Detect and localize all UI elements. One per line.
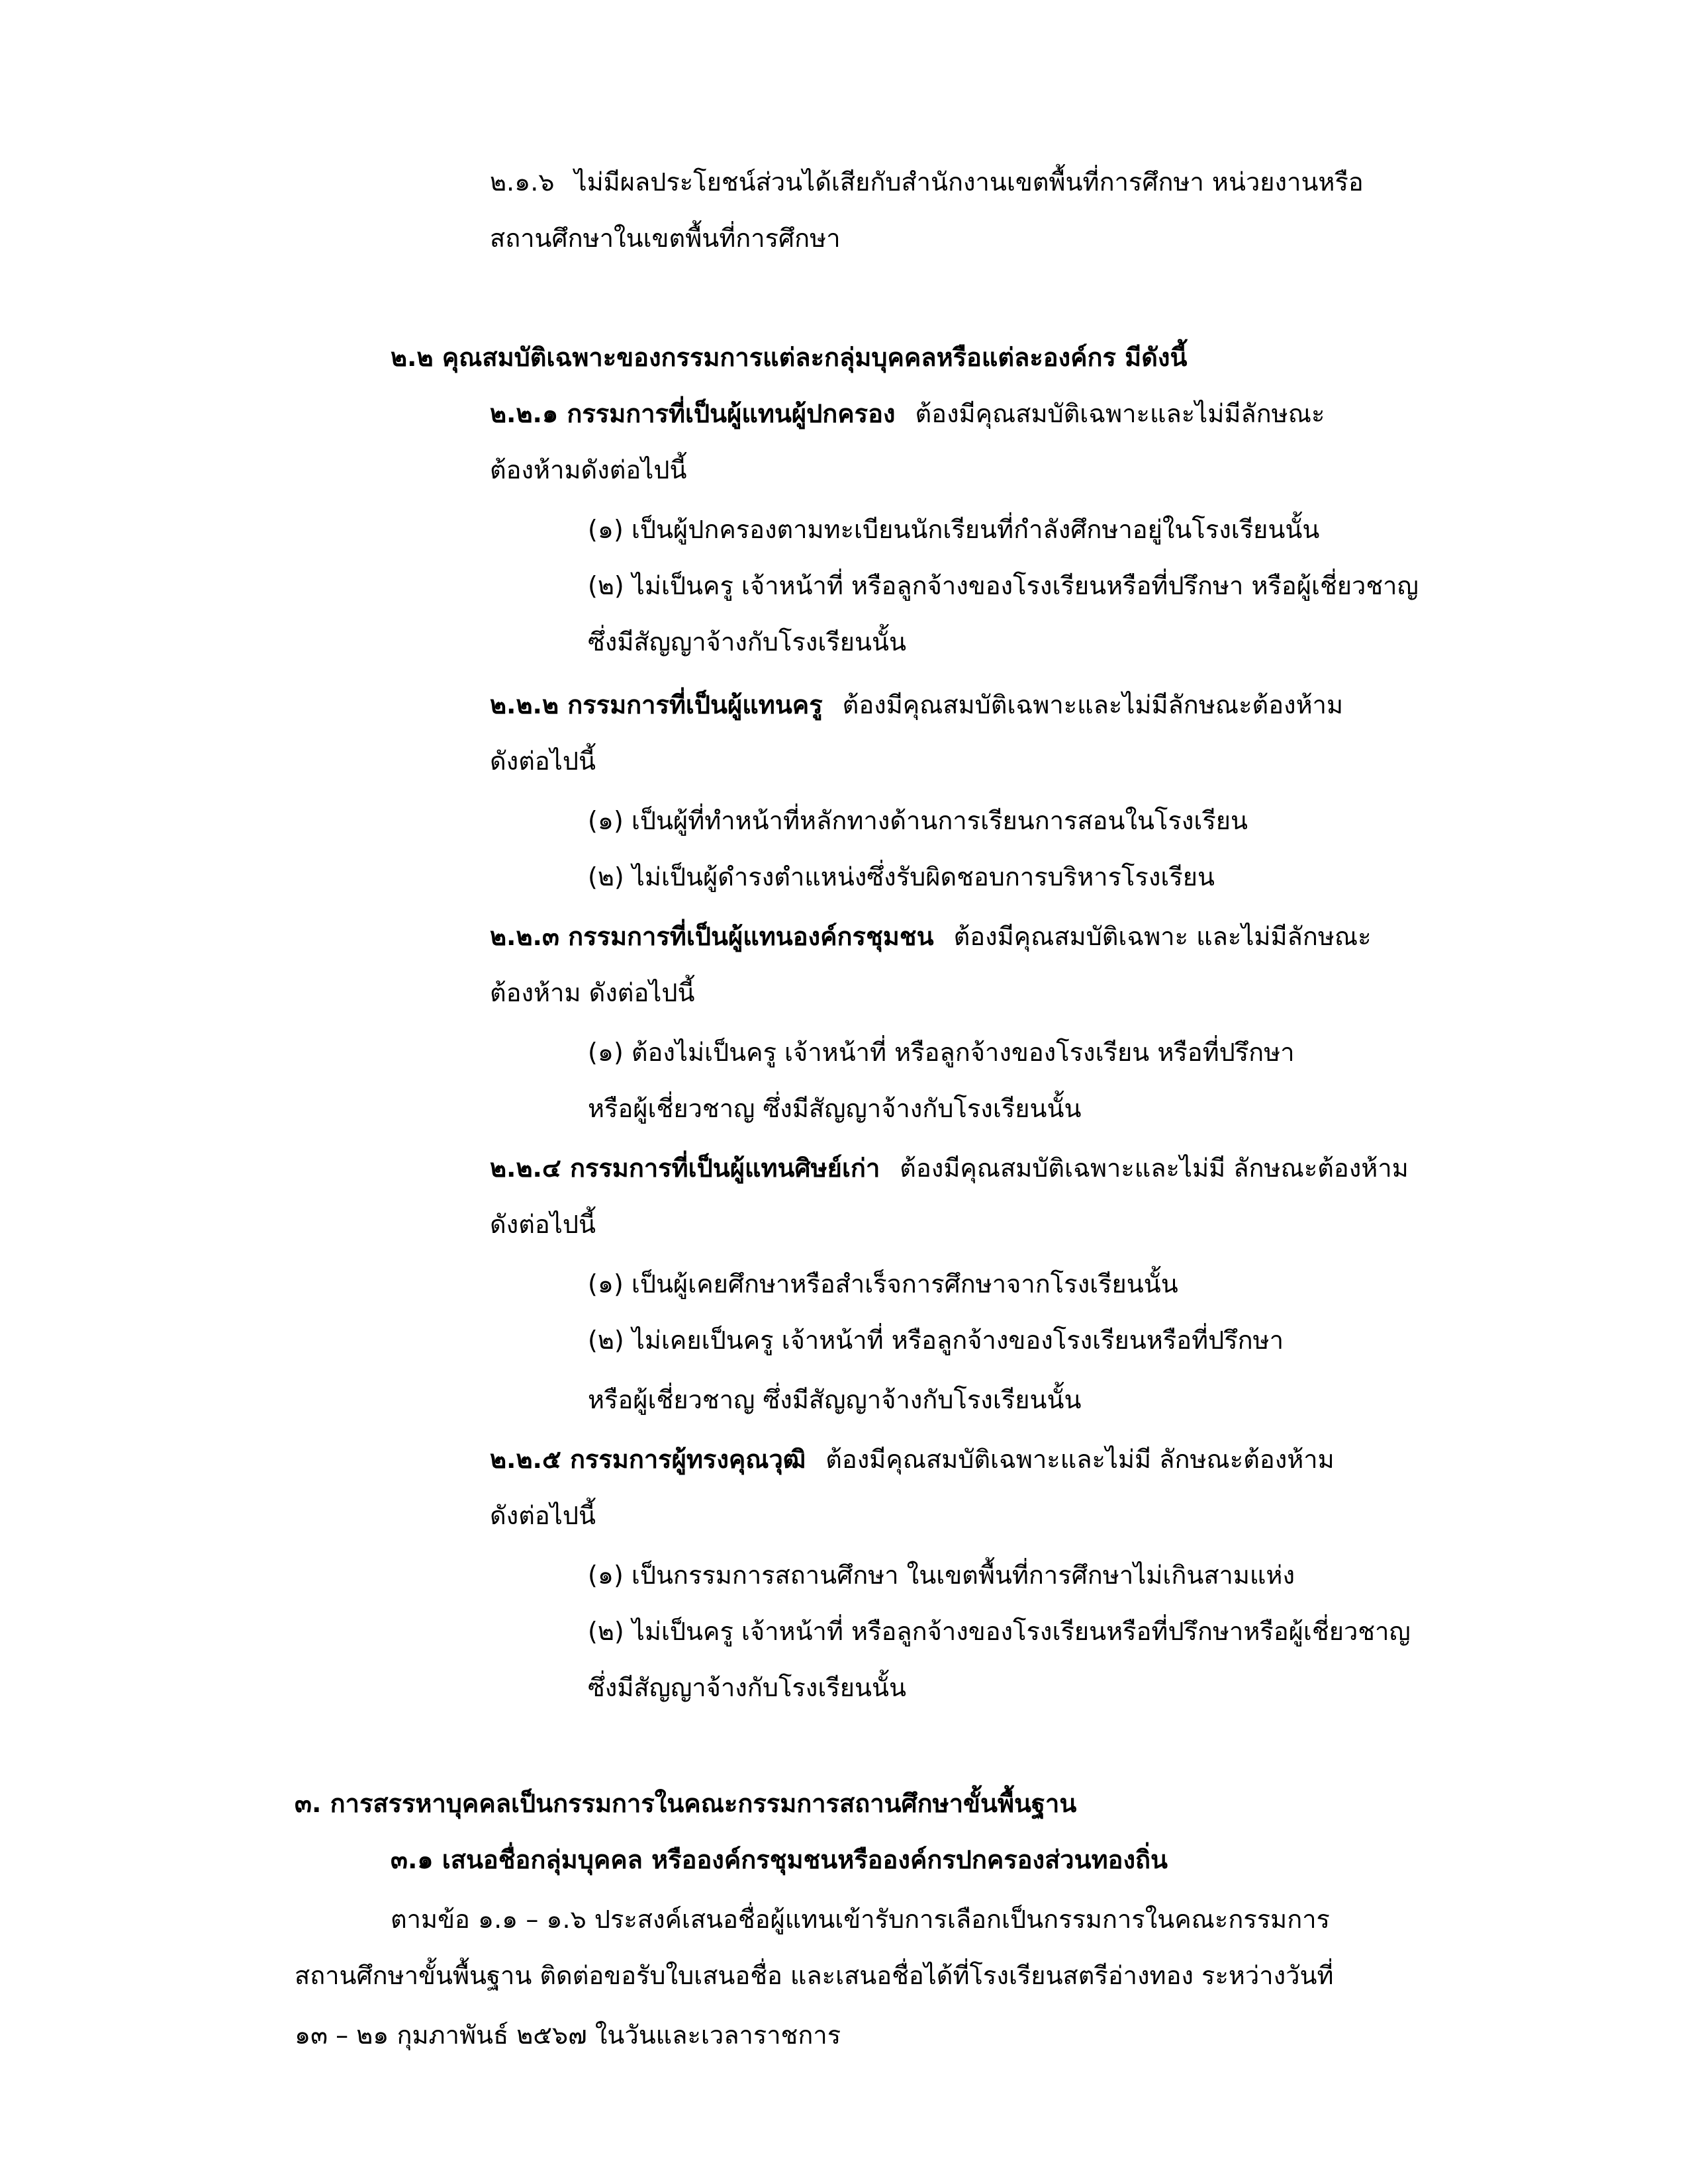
clause-text: ต้องมีคุณสมบัติเฉพาะและไม่มีลักษณะ <box>915 399 1325 428</box>
clause-2-2-3-item-1-cont: หรือผู้เชี่ยวชาญ ซึ่งมีสัญญาจ้างกับโรงเรียนนั้น <box>588 1094 1082 1123</box>
section-3-1-paragraph-line-2: สถานศึกษาขั้นพื้นฐาน ติดต่อขอรับใบเสนอชื่อ และเสนอชื่อได้ที่โรงเรียนสตรีอ่างทอง ระหว่างวันที่ <box>295 1961 1334 1990</box>
clause-2-2-1-item-2-cont: ซึ่งมีสัญญาจ้างกับโรงเรียนนั้น <box>588 627 906 657</box>
clause-title: ๒.๒.๑ กรรมการที่เป็นผู้แทนผู้ปกครอง <box>490 399 896 428</box>
clause-2-2-4-item-1: (๑) เป็นผู้เคยศึกษาหรือสำเร็จการศึกษาจากโรงเรียนนั้น <box>588 1269 1178 1298</box>
clause-2-2-1-line-1 <box>490 394 1325 433</box>
clause-2-2-5-item-2: (๒) ไม่เป็นครู เจ้าหน้าที่ หรือลูกจ้างของโรงเรียนหรือที่ปรึกษาหรือผู้เชี่ยวชาญ <box>588 1617 1411 1646</box>
clause-2-2-2-line-2: ดังต่อไปนี้ <box>490 747 596 776</box>
clause-2-2-5-line-1 <box>490 1439 1335 1479</box>
section-3-heading: ๓. การสรรหาบุคคลเป็นกรรมการในคณะกรรมการสถานศึกษาขั้นพื้นฐาน <box>295 1789 1077 1818</box>
section-2-2-heading: ๒.๒ คุณสมบัติเฉพาะของกรรมการแต่ละกลุ่มบุคคลหรือแต่ละองค์กร มีดังนี้ <box>391 343 1188 372</box>
clause-2-2-4-item-2: (๒) ไม่เคยเป็นครู เจ้าหน้าที่ หรือลูกจ้างของโรงเรียนหรือที่ปรึกษา <box>588 1326 1284 1355</box>
clause-2-2-5-line-2: ดังต่อไปนี้ <box>490 1501 596 1530</box>
clause-title: ๒.๒.๔ กรรมการที่เป็นผู้แทนศิษย์เก่า <box>490 1154 880 1183</box>
clause-2-2-3-line-1 <box>490 917 1372 956</box>
clause-text: ต้องมีคุณสมบัติเฉพาะและไม่มีลักษณะต้องห้าม <box>842 690 1344 719</box>
clause-title: ๒.๒.๕ กรรมการผู้ทรงคุณวุฒิ <box>490 1445 806 1474</box>
clause-2-2-3-item-1: (๑) ต้องไม่เป็นครู เจ้าหน้าที่ หรือลูกจ้างของโรงเรียน หรือที่ปรึกษา <box>588 1038 1295 1067</box>
clause-text: ต้องมีคุณสมบัติเฉพาะและไม่มี ลักษณะต้องห้าม <box>900 1154 1409 1183</box>
clause-2-1-6-line-1 <box>490 162 1364 202</box>
clause-2-2-4-line-2: ดังต่อไปนี้ <box>490 1210 596 1239</box>
clause-number: ๒.๑.๖ <box>490 167 555 197</box>
section-3-1-heading: ๓.๑ เสนอชื่อกลุ่มบุคคล หรือองค์กรชุมชนหรือองค์กรปกครองส่วนทองถิ่น <box>391 1845 1168 1874</box>
clause-2-2-1-line-2: ต้องห้ามดังต่อไปนี้ <box>490 455 687 484</box>
clause-2-2-2-item-1: (๑) เป็นผู้ที่ทำหน้าที่หลักทางด้านการเรียนการสอนในโรงเรียน <box>588 806 1248 835</box>
clause-2-2-2-line-1 <box>490 685 1343 725</box>
clause-text: ต้องมีคุณสมบัติเฉพาะและไม่มี ลักษณะต้องห้าม <box>825 1445 1335 1474</box>
clause-text: ต้องมีคุณสมบัติเฉพาะ และไม่มีลักษณะ <box>953 922 1372 951</box>
clause-text: ไม่มีผลประโยชน์ส่วนได้เสียกับสำนักงานเขตพื้นที่การศึกษา หน่วยงานหรือ <box>574 167 1364 197</box>
clause-title: ๒.๒.๒ กรรมการที่เป็นผู้แทนครู <box>490 690 823 719</box>
clause-2-2-1-item-1: (๑) เป็นผู้ปกครองตามทะเบียนนักเรียนที่กำลังศึกษาอยู่ในโรงเรียนนั้น <box>588 515 1320 544</box>
clause-2-2-4-item-2-cont: หรือผู้เชี่ยวชาญ ซึ่งมีสัญญาจ้างกับโรงเรียนนั้น <box>588 1385 1082 1414</box>
clause-2-2-3-line-2: ต้องห้าม ดังต่อไปนี้ <box>490 978 695 1007</box>
section-3-1-paragraph-line-1: ตามข้อ ๑.๑ – ๑.๖ ประสงค์เสนอชื่อผู้แทนเข้ารับการเลือกเป็นกรรมการในคณะกรรมการ <box>391 1905 1330 1934</box>
clause-2-2-2-item-2: (๒) ไม่เป็นผู้ดำรงตำแหน่งซึ่งรับผิดชอบการบริหารโรงเรียน <box>588 862 1215 891</box>
clause-2-2-4-line-1 <box>490 1148 1409 1188</box>
clause-2-2-1-item-2: (๒) ไม่เป็นครู เจ้าหน้าที่ หรือลูกจ้างของโรงเรียนหรือที่ปรึกษา หรือผู้เชี่ยวชาญ <box>588 571 1419 600</box>
clause-2-2-5-item-2-cont: ซึ่งมีสัญญาจ้างกับโรงเรียนนั้น <box>588 1673 906 1702</box>
section-3-1-paragraph-line-3: ๑๓ – ๒๑ กุมภาพันธ์ ๒๕๖๗ ในวันและเวลาราชการ <box>295 2021 841 2050</box>
clause-2-2-5-item-1: (๑) เป็นกรรมการสถานศึกษา ในเขตพื้นที่การศึกษาไม่เกินสามแห่ง <box>588 1561 1295 1590</box>
clause-2-1-6-line-2: สถานศึกษาในเขตพื้นที่การศึกษา <box>490 224 841 253</box>
clause-title: ๒.๒.๓ กรรมการที่เป็นผู้แทนองค์กรชุมชน <box>490 922 934 951</box>
